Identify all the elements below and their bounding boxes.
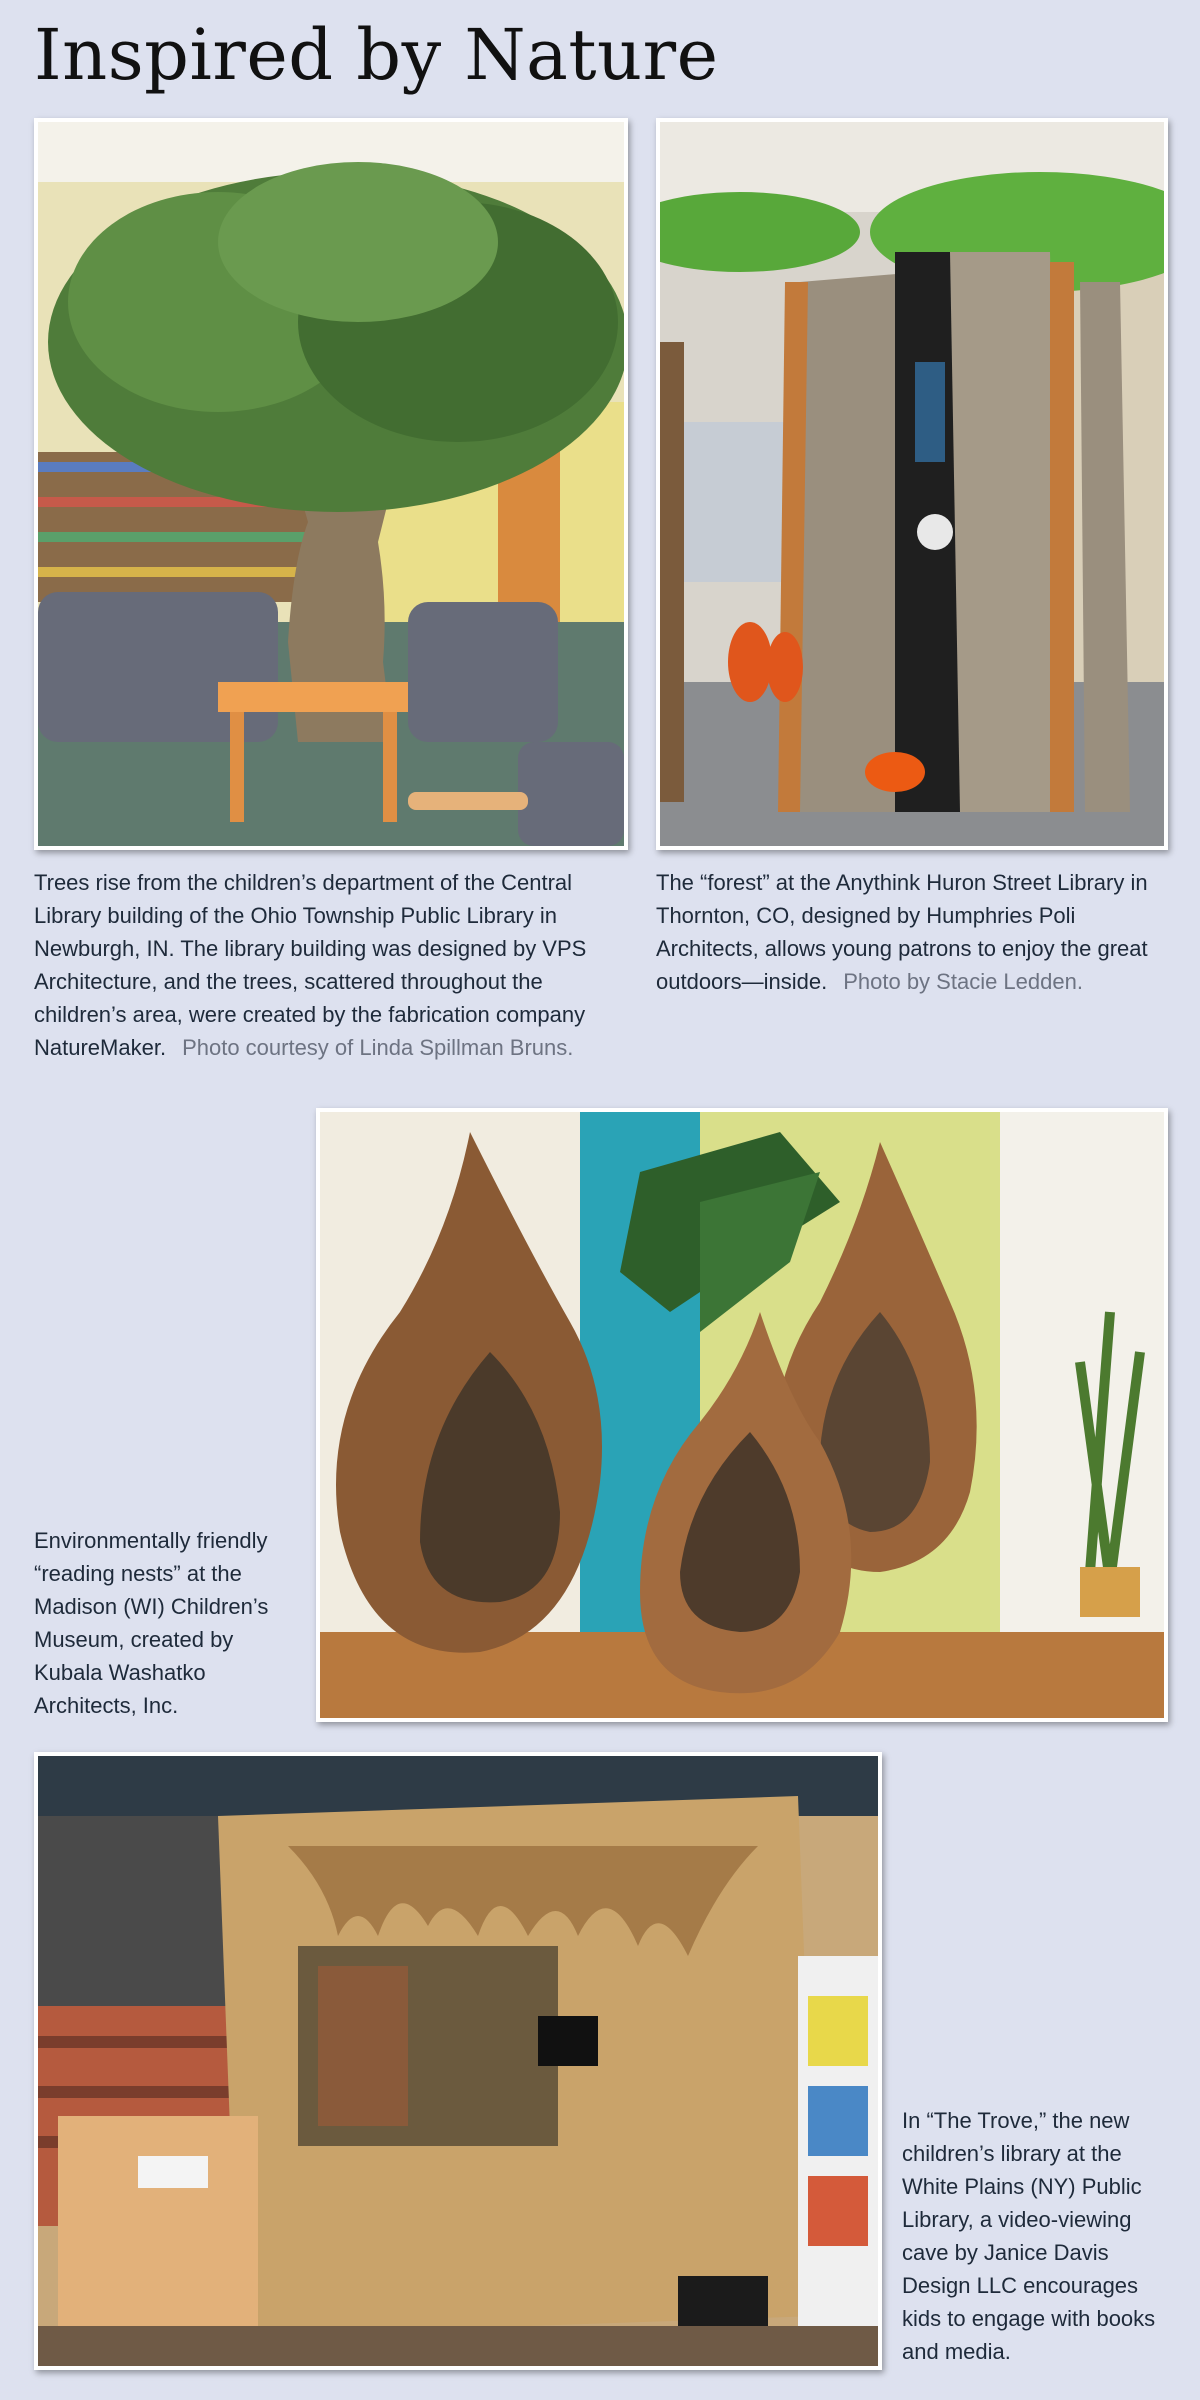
forest-pillars-image bbox=[660, 122, 1164, 846]
tree-library-image bbox=[38, 122, 624, 846]
caption-text: Environmentally friendly “reading nests” at the Madison (WI) Children’s Museum, created by Kubala Washatko Architects, Inc. bbox=[34, 1528, 269, 1718]
caption-reading-nests bbox=[34, 1524, 296, 1722]
photo-tree-library bbox=[34, 118, 628, 850]
photo-credit: Photo courtesy of Linda Spillman Bruns. bbox=[182, 1035, 574, 1060]
caption-text: Trees rise from the children’s department of the Central Library building of the Ohio Township Public Library in Newburgh, IN. The library building was designed by VPS Architecture, and the trees, scattered throughout the children’s area, were created by the fabrication company NatureMaker. bbox=[34, 870, 587, 1060]
photo-forest-pillars bbox=[656, 118, 1168, 850]
caption-text: The “forest” at the Anythink Huron Street Library in Thornton, CO, designed by Humphries Poli Architects, allows young patrons to enjoy the great outdoors—inside. bbox=[656, 870, 1148, 994]
photo-video-cave bbox=[34, 1752, 882, 2370]
caption-text: In “The Trove,” the new children’s library at the White Plains (NY) Public Library, a video-viewing cave by Janice Davis Design LLC encourages kids to engage with books and media. bbox=[902, 2108, 1156, 2364]
photo-credit: Photo by Stacie Ledden. bbox=[843, 969, 1083, 994]
reading-nests-image bbox=[320, 1112, 1164, 1718]
photo-reading-nests bbox=[316, 1108, 1168, 1722]
video-cave-image bbox=[38, 1756, 878, 2366]
caption-tree-library bbox=[34, 866, 632, 1064]
caption-forest-pillars bbox=[656, 866, 1168, 998]
caption-video-cave bbox=[902, 2104, 1182, 2368]
page-title: Inspired by Nature bbox=[34, 14, 719, 96]
